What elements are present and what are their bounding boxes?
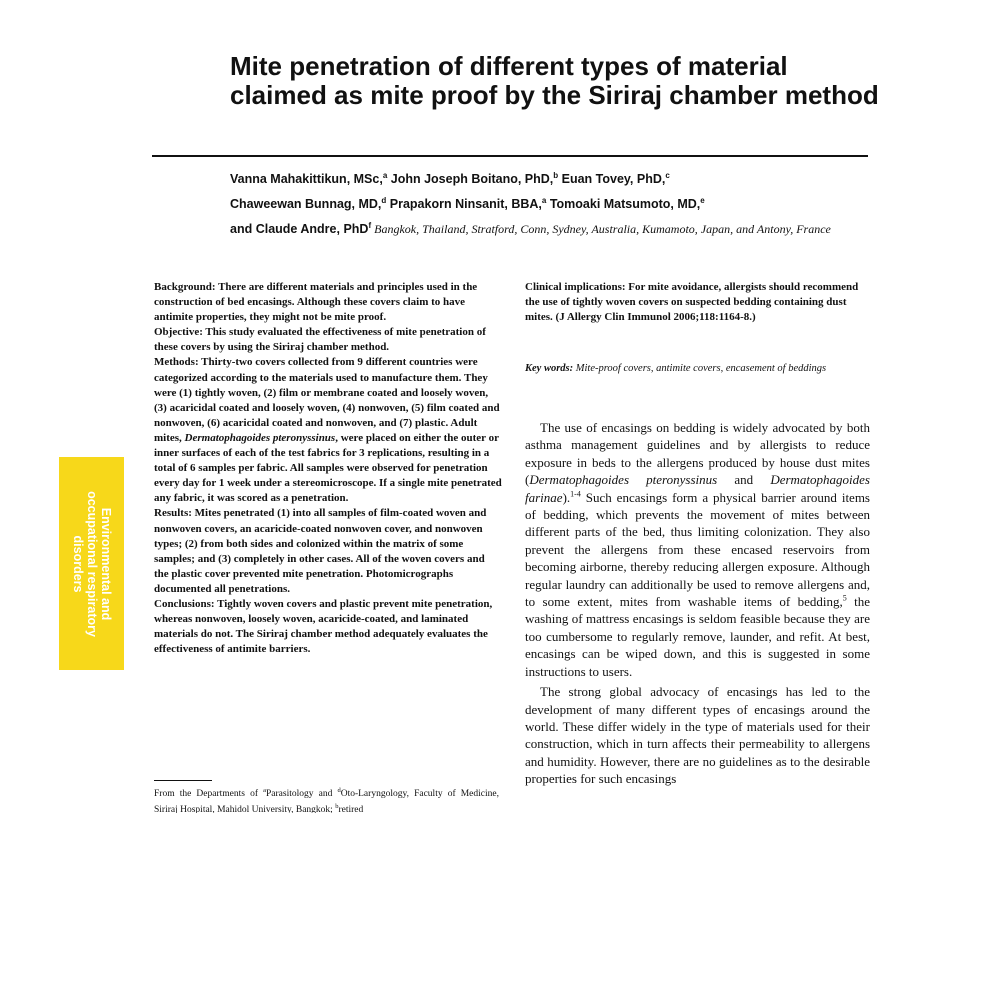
species-name: Dermatophagoides farinae — [525, 472, 870, 505]
abstract-background: Background: There are different materials and principles used in the construction of bed encasings. Although these covers claim to have antimite properties, they might not be mite proof. — [154, 281, 478, 324]
affiliation-marker: e — [700, 196, 705, 206]
keywords-label: Key words: — [525, 363, 574, 374]
author-list — [230, 165, 870, 240]
section-tab-line: Environmental and — [98, 507, 113, 620]
body-paragraph: The strong global advocacy of encasings has led to the development of many different types of encasings around the world. These differ widely in the type of materials used for their construction, which in turn affects their permeability to allergens and humidity. However, there are no guidelines as to the desirable properties for such encasings — [525, 684, 870, 787]
footnote-marker: d — [337, 787, 341, 794]
author-name: Euan Tovey, PhD, — [558, 172, 666, 187]
body-text-run: The use of encasings on bedding is widely advocated by both asthma management guidelines and by allergists to reduce exposure in beds to the allergens produced by house dust mites ( — [525, 420, 870, 488]
author-affiliations: Bangkok, Thailand, Stratford, Conn, Sydney, Australia, Kumamoto, Japan, and Antony, France — [371, 222, 831, 237]
abstract-methods-text: , were placed on either the outer or inner surfaces of each of the test fabrics for 3 replications, resulting in a total of 6 samples per fabric. All samples were observed for penetration every day for 1 week under a stereomicroscope. If a single mite penetrated any fabric, it was scored as a penetration. — [154, 431, 502, 505]
footnote-text: From the Departments of — [154, 789, 264, 800]
footnote-text: retired — [338, 804, 364, 813]
author-name: and Claude Andre, PhD — [230, 222, 369, 237]
affiliation-marker: d — [381, 196, 387, 206]
body-text-run: and — [717, 472, 771, 488]
footnote-marker: b — [335, 802, 339, 810]
body-text-run: the washing of mattress encasings is seldom feasible because they are too cumbersome to regularly remove, launder, and refit. At best, encasings can be wiped down, and this is suggested in some instructions to users. — [525, 594, 870, 679]
affiliation-marker: c — [665, 171, 670, 180]
footnote-marker: a — [263, 787, 267, 794]
section-tab-line: occupational respiratory — [84, 490, 99, 637]
footnote-text: Parasitology and — [266, 789, 338, 800]
abstract — [154, 280, 502, 657]
abstract-methods — [154, 355, 502, 506]
author-name: Tomoaki Matsumoto, MD, — [546, 197, 701, 212]
keywords — [525, 361, 870, 376]
footnote — [154, 785, 499, 813]
clinical-implications: Clinical implications: For mite avoidance, allergists should recommend the use of tightly woven covers on suspected bedding containing dust mites. (J Allergy Clin Immunol 2006;118:1164-8.) — [525, 281, 859, 324]
affiliation-marker: a — [382, 171, 388, 180]
body-text — [525, 419, 870, 811]
citation-marker: 1-4 — [570, 489, 581, 499]
abstract-objective: Objective: This study evaluated the effectiveness of mite penetration of these covers by using the Siriraj chamber method. — [154, 326, 486, 354]
abstract-results: Results: Mites penetrated (1) into all samples of film-coated woven and nonwoven covers, an acaricide-coated nonwoven cover, and nonwoven types; (2) from both sides and colonized within the matrix of some samples; and (3) completely in other cases. All of the woven covers and the plastic cover prevented mite penetration. Photomicrographs documented all penetrations. — [154, 507, 487, 595]
section-tab — [59, 457, 124, 670]
footnote-text: Oto-Laryngology, Faculty of Medicine, Siriraj Hospital, Mahidol University, Bangkok; — [154, 789, 499, 813]
section-tab-line: disorders — [70, 535, 85, 592]
affiliation-marker: f — [368, 221, 372, 231]
article-title: Mite penetration of different types of material claimed as mite proof by the Siriraj chamber method — [230, 51, 879, 110]
keywords-text: Mite-proof covers, antimite covers, encasement of beddings — [573, 363, 827, 374]
species-name: Dermatophagoides pteronyssinus — [184, 431, 336, 444]
title-divider — [152, 155, 868, 157]
affiliation-marker: a — [541, 196, 547, 206]
body-paragraph — [525, 419, 870, 680]
author-name: Vanna Mahakittikun, MSc, — [230, 172, 383, 187]
author-name: Chaweewan Bunnag, MD, — [230, 197, 382, 212]
footnote-divider — [154, 780, 212, 781]
author-name: John Joseph Boitano, PhD, — [387, 172, 554, 187]
author-name: Prapakorn Ninsanit, BBA, — [386, 197, 542, 212]
body-text-run: Such encasings form a physical barrier around items of bedding, which prevents the movement of mites between different parts of the bed, thus limiting colonization. They also prevent the allergens from these encased reservoirs from becoming airborne, thereby reducing allergen exposure. Although regular laundry can additionally be used to remove allergens and, to some extent, mites from washable items of bedding, — [525, 489, 870, 610]
species-name: Dermatophagoides pteronyssinus — [529, 472, 718, 488]
citation-marker: 5 — [842, 593, 847, 603]
abstract-conclusions: Conclusions: Tightly woven covers and plastic prevent mite penetration, whereas nonwoven, loosely woven, acaricide-coated, and laminated materials do not. The Siriraj chamber method adequately evaluates the effectiveness of antimite barriers. — [154, 597, 493, 656]
affiliation-marker: b — [553, 171, 559, 180]
body-text-run: ). — [562, 489, 571, 505]
section-tab-label — [71, 464, 113, 664]
abstract-methods-text: Methods: Thirty-two covers collected from 9 different countries were categorized according to the materials used to manufacture them. They were (1) tightly woven, (2) film or membrane coated and loosely woven, (3) acaricidal coated and loosely woven, (4) nonwoven, (5) film coated and nonwoven, (6) acaricidal coated and nonwoven, and (7) plastic. Adult mites, — [154, 356, 500, 444]
